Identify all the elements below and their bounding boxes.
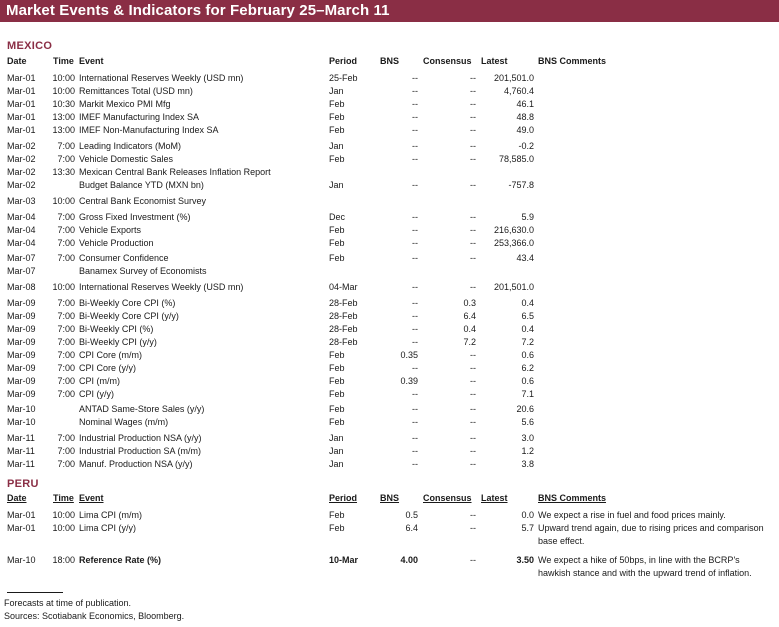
mexico-row-period: Feb xyxy=(329,417,345,427)
mexico-row-date: Mar-09 xyxy=(7,311,36,321)
header-comments: BNS Comments xyxy=(538,493,607,503)
mexico-row-consensus: -- xyxy=(470,376,476,386)
mexico-row-time: 7:00 xyxy=(57,363,75,373)
mexico-row-period: Feb xyxy=(329,389,345,399)
mexico-row-period: Dec xyxy=(329,212,346,222)
mexico-row-latest: 3.8 xyxy=(521,459,534,469)
mexico-row-bns: -- xyxy=(412,433,418,443)
mexico-row-latest: 5.9 xyxy=(521,212,534,222)
header-bns: BNS xyxy=(380,56,400,66)
mexico-row-bns: -- xyxy=(412,298,418,308)
mexico-row-latest: -757.8 xyxy=(508,180,534,190)
mexico-row-event: Bi-Weekly Core CPI (y/y) xyxy=(79,311,179,321)
mexico-row-event: Bi-Weekly CPI (y/y) xyxy=(79,337,157,347)
mexico-row-latest: 78,585.0 xyxy=(498,154,534,164)
mexico-row-period: 28-Feb xyxy=(329,324,358,334)
header-time: Time xyxy=(53,493,74,503)
mexico-row-date: Mar-01 xyxy=(7,99,36,109)
mexico-row-time: 13:00 xyxy=(52,125,75,135)
peru-row-date: Mar-01 xyxy=(7,523,36,533)
header-event: Event xyxy=(79,56,104,66)
mexico-row-consensus: 0.3 xyxy=(463,298,476,308)
mexico-row-bns: -- xyxy=(412,154,418,164)
mexico-row-event: Industrial Production SA (m/m) xyxy=(79,446,202,456)
mexico-row-date: Mar-09 xyxy=(7,363,36,373)
mexico-row-time: 7:00 xyxy=(57,376,75,386)
mexico-row-date: Mar-01 xyxy=(7,86,36,96)
mexico-row-bns: 0.39 xyxy=(400,376,418,386)
mexico-row-time: 7:00 xyxy=(57,446,75,456)
title-banner xyxy=(0,0,779,22)
mexico-row-consensus: -- xyxy=(470,404,476,414)
mexico-row-consensus: -- xyxy=(470,363,476,373)
mexico-row-period: Feb xyxy=(329,125,345,135)
mexico-row-event: Vehicle Domestic Sales xyxy=(79,154,174,164)
peru-row-time: 18:00 xyxy=(52,555,75,565)
mexico-row-bns: -- xyxy=(412,446,418,456)
mexico-row-date: Mar-01 xyxy=(7,125,36,135)
mexico-row-time: 7:00 xyxy=(57,459,75,469)
mexico-row-event: CPI Core (m/m) xyxy=(79,350,142,360)
mexico-row-bns: -- xyxy=(412,404,418,414)
mexico-row-consensus: -- xyxy=(470,86,476,96)
mexico-row-latest: 201,501.0 xyxy=(493,282,534,292)
mexico-row-period: Feb xyxy=(329,112,345,122)
peru-row-bns: 6.4 xyxy=(405,523,418,533)
mexico-row-event: International Reserves Weekly (USD mn) xyxy=(79,282,244,292)
mexico-row-latest: 0.6 xyxy=(521,350,534,360)
mexico-row-latest: 0.4 xyxy=(521,324,534,334)
header-time: Time xyxy=(53,56,74,66)
mexico-row-date: Mar-02 xyxy=(7,141,36,151)
mexico-row-latest: 46.1 xyxy=(516,99,534,109)
mexico-row-bns: -- xyxy=(412,389,418,399)
mexico-row-bns: -- xyxy=(412,417,418,427)
mexico-row-date: Mar-03 xyxy=(7,196,36,206)
mexico-row-latest: 0.4 xyxy=(521,298,534,308)
peru-row-bns: 0.5 xyxy=(405,510,418,520)
mexico-row-consensus: -- xyxy=(470,73,476,83)
header-period: Period xyxy=(329,56,358,66)
mexico-row-period: Jan xyxy=(329,180,344,190)
mexico-row-latest: 20.6 xyxy=(516,404,534,414)
mexico-row-period: Feb xyxy=(329,350,345,360)
mexico-row-period: Jan xyxy=(329,459,344,469)
peru-row-period: Feb xyxy=(329,510,345,520)
peru-row-comment: We expect a hike of 50bps, in line with the BCRP's hawkish stance and with the upward trend of inflation. xyxy=(538,555,752,578)
mexico-row-date: Mar-07 xyxy=(7,266,36,276)
peru-row-date: Mar-10 xyxy=(7,555,36,565)
mexico-row-consensus: -- xyxy=(470,282,476,292)
mexico-row-latest: 216,630.0 xyxy=(493,225,534,235)
header-consensus: Consensus xyxy=(423,56,472,66)
mexico-row-latest: 0.6 xyxy=(521,376,534,386)
mexico-row-time: 7:00 xyxy=(57,433,75,443)
mexico-row-bns: -- xyxy=(412,212,418,222)
peru-row-event: Lima CPI (y/y) xyxy=(79,523,137,533)
mexico-row-event: Vehicle Production xyxy=(79,238,154,248)
peru-row-period: 10-Mar xyxy=(329,555,359,565)
mexico-row-time: 7:00 xyxy=(57,298,75,308)
peru-row-comment: Upward trend again, due to rising prices and comparison base effect. xyxy=(538,523,764,546)
mexico-row-bns: -- xyxy=(412,125,418,135)
mexico-row-period: Feb xyxy=(329,99,345,109)
mexico-row-time: 7:00 xyxy=(57,389,75,399)
mexico-row-bns: 0.35 xyxy=(400,350,418,360)
mexico-row-event: CPI (m/m) xyxy=(79,376,120,386)
mexico-row-event: Manuf. Production NSA (y/y) xyxy=(79,459,193,469)
mexico-row-bns: -- xyxy=(412,282,418,292)
header-comments: BNS Comments xyxy=(538,56,607,66)
mexico-row-time: 7:00 xyxy=(57,311,75,321)
region-label-peru: PERU xyxy=(7,478,39,490)
mexico-row-event: Industrial Production NSA (y/y) xyxy=(79,433,202,443)
mexico-row-consensus: -- xyxy=(470,225,476,235)
mexico-row-time: 10:30 xyxy=(52,99,75,109)
mexico-row-latest: 7.1 xyxy=(521,389,534,399)
mexico-row-bns: -- xyxy=(412,238,418,248)
mexico-row-time: 10:00 xyxy=(52,196,75,206)
mexico-row-consensus: -- xyxy=(470,446,476,456)
peru-row-consensus: -- xyxy=(470,510,476,520)
header-consensus: Consensus xyxy=(423,493,472,503)
mexico-row-consensus: -- xyxy=(470,389,476,399)
mexico-row-period: Jan xyxy=(329,433,344,443)
mexico-row-consensus: 7.2 xyxy=(463,337,476,347)
mexico-row-event: Markit Mexico PMI Mfg xyxy=(79,99,171,109)
peru-row-time: 10:00 xyxy=(52,523,75,533)
mexico-row-period: Feb xyxy=(329,225,345,235)
mexico-row-consensus: -- xyxy=(470,238,476,248)
mexico-row-event: CPI Core (y/y) xyxy=(79,363,137,373)
region-label-mexico: MEXICO xyxy=(7,40,53,52)
mexico-row-period: Feb xyxy=(329,154,345,164)
mexico-row-date: Mar-09 xyxy=(7,337,36,347)
mexico-row-period: Jan xyxy=(329,446,344,456)
mexico-row-bns: -- xyxy=(412,73,418,83)
mexico-row-period: Jan xyxy=(329,141,344,151)
mexico-row-latest: 5.6 xyxy=(521,417,534,427)
mexico-row-latest: 6.5 xyxy=(521,311,534,321)
mexico-row-date: Mar-01 xyxy=(7,73,36,83)
mexico-row-consensus: -- xyxy=(470,180,476,190)
mexico-row-bns: -- xyxy=(412,324,418,334)
mexico-row-time: 7:00 xyxy=(57,238,75,248)
mexico-row-period: Feb xyxy=(329,253,345,263)
mexico-row-latest: 253,366.0 xyxy=(493,238,534,248)
mexico-row-event: Mexican Central Bank Releases Inflation Report xyxy=(79,167,271,177)
mexico-row-date: Mar-11 xyxy=(7,459,35,469)
mexico-row-period: 25-Feb xyxy=(329,73,358,83)
mexico-row-event: Banamex Survey of Economists xyxy=(79,266,207,276)
mexico-row-time: 7:00 xyxy=(57,212,75,222)
peru-row-time: 10:00 xyxy=(52,510,75,520)
mexico-row-event: Leading Indicators (MoM) xyxy=(79,141,182,151)
mexico-row-period: 28-Feb xyxy=(329,311,358,321)
mexico-row-bns: -- xyxy=(412,86,418,96)
mexico-row-latest: 3.0 xyxy=(521,433,534,443)
mexico-row-date: Mar-02 xyxy=(7,180,36,190)
mexico-row-consensus: 6.4 xyxy=(463,311,476,321)
peru-row-bns: 4.00 xyxy=(400,555,418,565)
mexico-row-event: Consumer Confidence xyxy=(79,253,169,263)
mexico-row-time: 10:00 xyxy=(52,282,75,292)
footnote-sources: Sources: Scotiabank Economics, Bloomberg. xyxy=(4,611,185,621)
mexico-row-bns: -- xyxy=(412,459,418,469)
footnote-forecasts: Forecasts at time of publication. xyxy=(4,598,132,608)
mexico-row-date: Mar-11 xyxy=(7,433,35,443)
header-latest: Latest xyxy=(481,493,508,503)
peru-row-latest: 5.7 xyxy=(521,523,534,533)
mexico-row-period: 28-Feb xyxy=(329,298,358,308)
mexico-row-event: IMEF Manufacturing Index SA xyxy=(79,112,200,122)
mexico-row-bns: -- xyxy=(412,311,418,321)
mexico-row-bns: -- xyxy=(412,180,418,190)
mexico-row-event: Gross Fixed Investment (%) xyxy=(79,212,191,222)
mexico-row-time: 10:00 xyxy=(52,86,75,96)
mexico-row-event: Central Bank Economist Survey xyxy=(79,196,207,206)
mexico-row-consensus: -- xyxy=(470,154,476,164)
mexico-row-event: Bi-Weekly Core CPI (%) xyxy=(79,298,176,308)
mexico-row-event: Nominal Wages (m/m) xyxy=(79,417,169,427)
mexico-row-consensus: -- xyxy=(470,350,476,360)
mexico-row-time: 13:30 xyxy=(52,167,75,177)
mexico-row-consensus: -- xyxy=(470,141,476,151)
peru-row-period: Feb xyxy=(329,523,345,533)
mexico-row-date: Mar-09 xyxy=(7,298,36,308)
mexico-row-date: Mar-07 xyxy=(7,253,36,263)
page-title: Market Events & Indicators for February 25–March 11 xyxy=(6,2,390,19)
header-bns: BNS xyxy=(380,493,400,503)
footnote-divider xyxy=(7,592,63,593)
mexico-row-period: 28-Feb xyxy=(329,337,358,347)
mexico-row-consensus: -- xyxy=(470,433,476,443)
mexico-row-latest: 1.2 xyxy=(521,446,534,456)
mexico-row-time: 7:00 xyxy=(57,225,75,235)
peru-row-latest: 3.50 xyxy=(516,555,534,565)
mexico-row-latest: 4,760.4 xyxy=(503,86,534,96)
mexico-row-date: Mar-10 xyxy=(7,417,36,427)
peru-row-comment: We expect a rise in fuel and food prices mainly. xyxy=(538,510,726,520)
mexico-row-bns: -- xyxy=(412,112,418,122)
mexico-row-time: 7:00 xyxy=(57,350,75,360)
mexico-row-bns: -- xyxy=(412,253,418,263)
peru-row-consensus: -- xyxy=(470,555,476,565)
header-period: Period xyxy=(329,493,358,503)
mexico-row-date: Mar-04 xyxy=(7,238,36,248)
mexico-row-latest: 43.4 xyxy=(516,253,534,263)
mexico-row-date: Mar-04 xyxy=(7,225,36,235)
mexico-row-latest: 201,501.0 xyxy=(493,73,534,83)
mexico-row-date: Mar-09 xyxy=(7,376,36,386)
mexico-row-time: 7:00 xyxy=(57,154,75,164)
mexico-row-time: 7:00 xyxy=(57,141,75,151)
mexico-row-time: 10:00 xyxy=(52,73,75,83)
mexico-row-date: Mar-09 xyxy=(7,324,36,334)
mexico-row-period: Feb xyxy=(329,404,345,414)
mexico-row-event: CPI (y/y) xyxy=(79,389,114,399)
mexico-row-consensus: -- xyxy=(470,253,476,263)
mexico-row-consensus: -- xyxy=(470,112,476,122)
mexico-row-event: IMEF Non-Manufacturing Index SA xyxy=(79,125,219,135)
mexico-row-event: Budget Balance YTD (MXN bn) xyxy=(79,180,204,190)
mexico-row-date: Mar-09 xyxy=(7,389,36,399)
mexico-row-date: Mar-04 xyxy=(7,212,36,222)
mexico-row-bns: -- xyxy=(412,363,418,373)
mexico-row-latest: 7.2 xyxy=(521,337,534,347)
mexico-row-period: Jan xyxy=(329,86,344,96)
mexico-row-consensus: -- xyxy=(470,459,476,469)
mexico-row-consensus: -- xyxy=(470,212,476,222)
peru-row-latest: 0.0 xyxy=(521,510,534,520)
header-event: Event xyxy=(79,493,104,503)
mexico-row-date: Mar-02 xyxy=(7,167,36,177)
mexico-row-bns: -- xyxy=(412,337,418,347)
peru-row-consensus: -- xyxy=(470,523,476,533)
mexico-row-period: Feb xyxy=(329,376,345,386)
mexico-row-date: Mar-08 xyxy=(7,282,36,292)
mexico-row-date: Mar-11 xyxy=(7,446,35,456)
mexico-row-bns: -- xyxy=(412,99,418,109)
mexico-row-time: 7:00 xyxy=(57,253,75,263)
mexico-row-date: Mar-10 xyxy=(7,404,36,414)
mexico-row-consensus: -- xyxy=(470,125,476,135)
mexico-row-time: 7:00 xyxy=(57,337,75,347)
header-date: Date xyxy=(7,56,27,66)
mexico-row-event: International Reserves Weekly (USD mn) xyxy=(79,73,244,83)
mexico-row-time: 13:00 xyxy=(52,112,75,122)
mexico-row-bns: -- xyxy=(412,225,418,235)
mexico-row-latest: 49.0 xyxy=(516,125,534,135)
mexico-row-time: 7:00 xyxy=(57,324,75,334)
mexico-row-period: Feb xyxy=(329,238,345,248)
mexico-row-date: Mar-09 xyxy=(7,350,36,360)
mexico-row-latest: -0.2 xyxy=(518,141,534,151)
mexico-row-period: 04-Mar xyxy=(329,282,358,292)
mexico-row-bns: -- xyxy=(412,141,418,151)
header-date: Date xyxy=(7,493,27,503)
mexico-row-date: Mar-02 xyxy=(7,154,36,164)
mexico-row-consensus: 0.4 xyxy=(463,324,476,334)
mexico-row-event: Bi-Weekly CPI (%) xyxy=(79,324,154,334)
peru-row-event: Lima CPI (m/m) xyxy=(79,510,142,520)
mexico-row-latest: 48.8 xyxy=(516,112,534,122)
header-latest: Latest xyxy=(481,56,508,66)
mexico-row-latest: 6.2 xyxy=(521,363,534,373)
peru-row-event: Reference Rate (%) xyxy=(79,555,162,565)
mexico-row-consensus: -- xyxy=(470,417,476,427)
mexico-row-period: Feb xyxy=(329,363,345,373)
mexico-row-event: Vehicle Exports xyxy=(79,225,142,235)
mexico-row-event: Remittances Total (USD mn) xyxy=(79,86,193,96)
mexico-row-consensus: -- xyxy=(470,99,476,109)
mexico-row-event: ANTAD Same-Store Sales (y/y) xyxy=(79,404,205,414)
mexico-row-date: Mar-01 xyxy=(7,112,36,122)
peru-row-date: Mar-01 xyxy=(7,510,36,520)
